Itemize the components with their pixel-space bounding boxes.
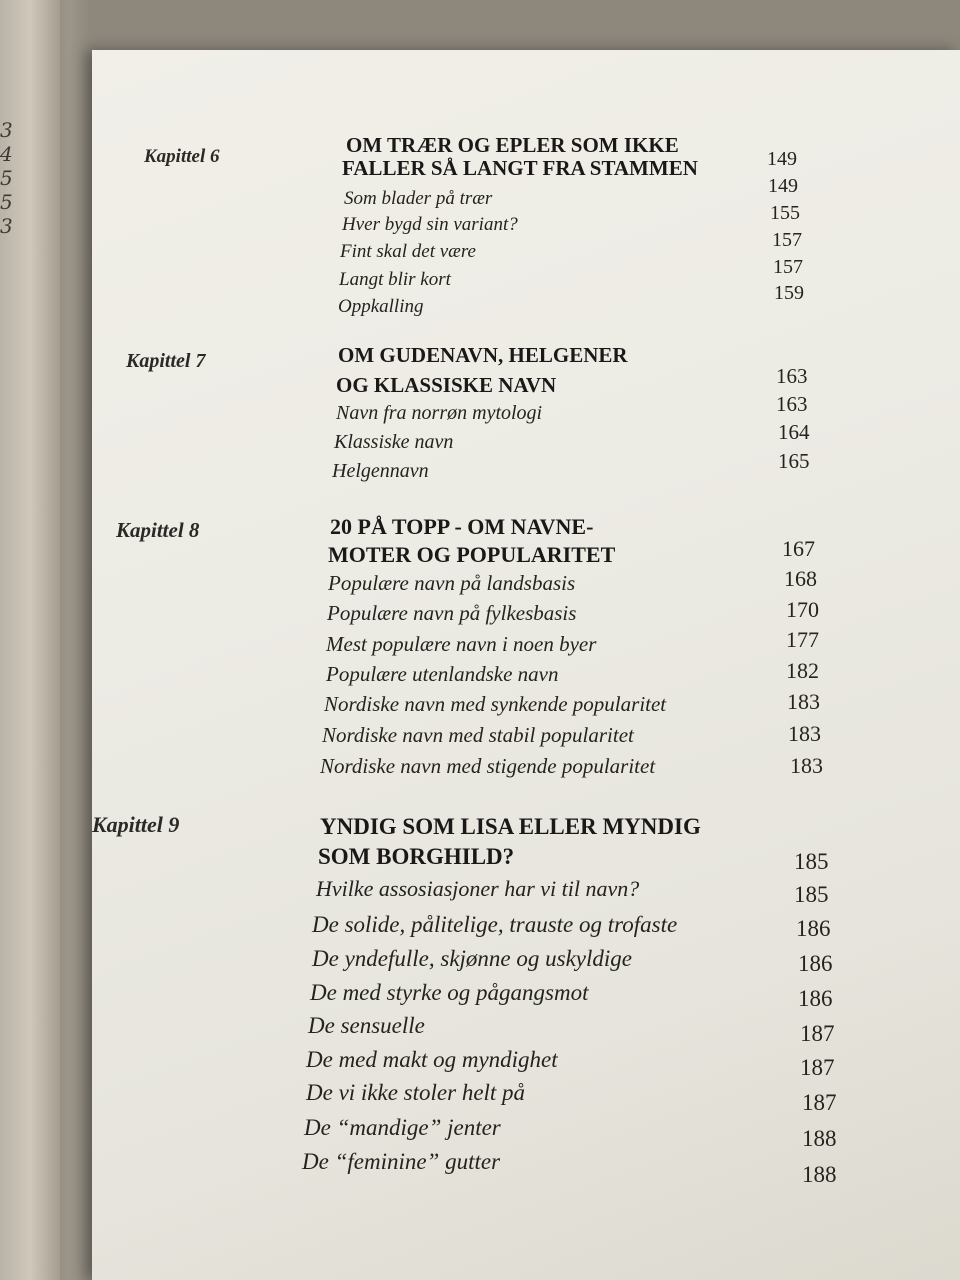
toc-entry-page: 163 [776, 392, 808, 416]
chapter-heading-line: OM GUDENAVN, HELGENER [338, 343, 628, 367]
chapter-heading-line: SOM BORGHILD? [318, 844, 515, 869]
toc-entry-page: 186 [798, 951, 833, 976]
toc-entry-page: 185 [794, 882, 829, 907]
toc-entry-title: Oppkalling [338, 296, 424, 317]
toc-entry-title: Navn fra norrøn mytologi [336, 402, 543, 424]
heading-page-number: 185 [794, 849, 829, 874]
toc-entry-page: 182 [786, 658, 819, 683]
toc-entry-page: 149 [768, 175, 798, 197]
left-page-digit: 5 [0, 190, 13, 214]
toc-entry-title: Mest populære navn i noen byer [326, 632, 597, 656]
toc-entry-title: De sensuelle [308, 1013, 425, 1038]
chapter-label: Kapittel 6 [144, 146, 220, 167]
toc-entry-title: De vi ikke stoler helt på [306, 1080, 526, 1105]
toc-entry-title: Helgennavn [332, 460, 429, 482]
heading-page-number: 163 [776, 364, 808, 388]
toc-entry-page: 157 [772, 229, 802, 251]
toc-entry-title: Klassiske navn [334, 431, 454, 453]
toc-entry-title: Nordiske navn med stabil popularitet [322, 723, 634, 747]
chapter-label: Kapittel 8 [116, 518, 200, 542]
toc-entry-title: Populære navn på landsbasis [328, 571, 576, 595]
toc-entry-title: Langt blir kort [339, 269, 451, 290]
book-page [92, 50, 960, 1280]
chapter-heading-line: FALLER SÅ LANGT FRA STAMMEN [342, 156, 698, 180]
toc-entry-page: 177 [786, 627, 819, 652]
toc-entry-title: Populære utenlandske navn [326, 662, 559, 686]
heading-page-number: 167 [782, 536, 815, 561]
toc-entry-title: Hver bygd sin variant? [342, 214, 518, 235]
chapter-label: Kapittel 7 [126, 350, 206, 372]
toc-entry-title: Nordiske navn med stigende popularitet [320, 754, 656, 778]
toc-entry-page: 187 [800, 1055, 835, 1080]
left-page-digit: 3 [0, 118, 13, 142]
toc-entry-page: 186 [798, 986, 833, 1011]
toc-entry-page: 168 [784, 566, 817, 591]
toc-entry-title: De med styrke og pågangsmot [310, 980, 589, 1005]
left-page-digits [0, 118, 13, 238]
toc-entry-page: 155 [770, 202, 800, 224]
toc-entry-page: 187 [800, 1021, 835, 1046]
chapter-heading-line: YNDIG SOM LISA ELLER MYNDIG [320, 814, 701, 839]
toc-entry-page: 183 [788, 721, 821, 746]
toc-entry-page: 170 [786, 597, 819, 622]
toc-entry-title: Nordiske navn med synkende popularitet [324, 692, 667, 716]
chapter-heading-line: MOTER OG POPULARITET [328, 542, 616, 567]
toc-entry-page: 186 [796, 916, 831, 941]
toc-entry-title: De “feminine” gutter [302, 1149, 501, 1174]
heading-page-number: 149 [767, 148, 797, 170]
toc-entry-page: 183 [787, 689, 820, 714]
left-page-digit: 5 [0, 166, 13, 190]
left-page-digit: 3 [0, 214, 13, 238]
toc-entry-title: De “mandige” jenter [304, 1115, 501, 1140]
toc-entry-title: De med makt og myndighet [306, 1047, 558, 1072]
toc-entry-page: 159 [774, 282, 804, 304]
toc-entry-page: 157 [773, 256, 803, 278]
toc-entry-title: De solide, pålitelige, trauste og trofaste [312, 912, 678, 937]
toc-entry-title: Som blader på trær [344, 188, 493, 209]
toc-entry-page: 164 [778, 420, 810, 444]
toc-entry-page: 188 [802, 1162, 837, 1187]
toc-entry-title: Fint skal det være [340, 241, 476, 262]
toc-entry-title: De yndefulle, skjønne og uskyldige [312, 946, 632, 971]
chapter-heading-line: OG KLASSISKE NAVN [336, 373, 557, 397]
toc-entry-page: 183 [790, 753, 823, 778]
table-of-contents [92, 50, 960, 1280]
toc-entry-title: Hvilke assosiasjoner har vi til navn? [316, 876, 640, 901]
chapter-label: Kapittel 9 [92, 812, 180, 837]
chapter-heading-line: OM TRÆR OG EPLER SOM IKKE [346, 133, 679, 157]
toc-entry-title: Populære navn på fylkesbasis [327, 601, 577, 625]
left-page-digit: 4 [0, 142, 13, 166]
toc-entry-page: 188 [802, 1126, 837, 1151]
toc-entry-page: 187 [802, 1090, 837, 1115]
left-page-edge [0, 0, 60, 1280]
chapter-heading-line: 20 PÅ TOPP - OM NAVNE- [330, 514, 594, 539]
toc-entry-page: 165 [778, 449, 810, 473]
